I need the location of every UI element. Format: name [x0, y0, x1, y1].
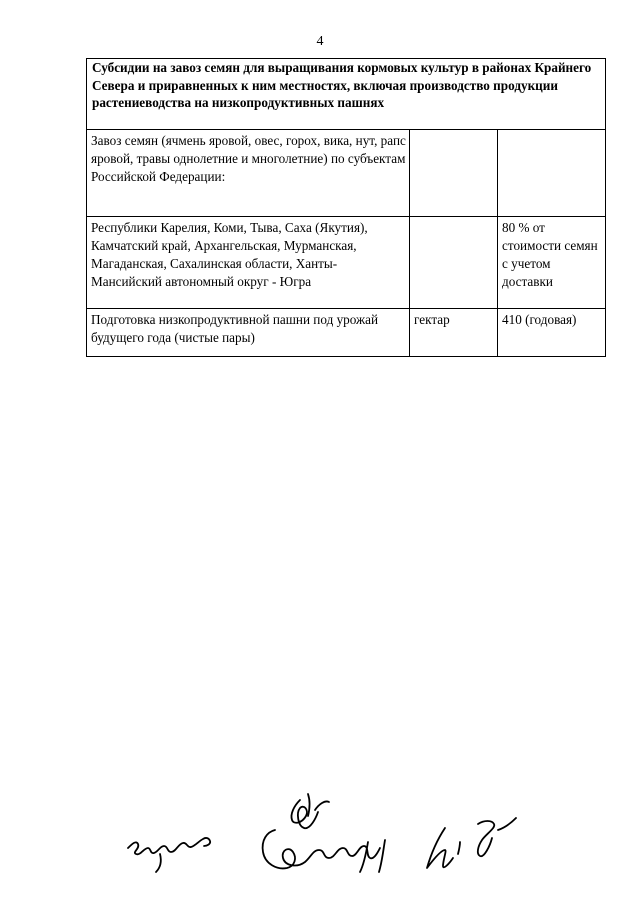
table-row [87, 217, 606, 309]
row-unit [410, 130, 498, 217]
row-unit [410, 217, 498, 309]
signature-2 [291, 800, 318, 828]
row-description: Подготовка низкопродуктивной пашни под урожай будущего года (чистые пары) [87, 309, 410, 357]
table-header-row [87, 59, 606, 130]
row-value [498, 130, 606, 217]
row-value: 410 (годовая) [498, 309, 606, 357]
row-value: 80 % от стоимости семян с учетом доставки [498, 217, 606, 309]
subsidy-table [86, 58, 606, 357]
signature-1 [128, 838, 210, 854]
signature-3 [427, 828, 453, 868]
row-description: Республики Карелия, Коми, Тыва, Саха (Якутия), Камчатский край, Архангельская, Мурманская, Магаданская, Сахалинская области, Ханты-Мансийский автономный округ - Югра [87, 217, 410, 309]
row-description: Завоз семян (ячмень яровой, овес, горох, вика, нут, рапс яровой, травы однолетние и многолетние) по субъектам Российской Федерации: [87, 130, 410, 217]
table-header: Субсидии на завоз семян для выращивания кормовых культур в районах Крайнего Севера и приравненных к ним местностях, включая производство продукции растениеводства на низкопродуктивных пашнях [87, 59, 606, 130]
signatures [100, 780, 540, 890]
row-unit: гектар [410, 309, 498, 357]
page-number: 4 [316, 34, 324, 49]
table-row [87, 309, 606, 357]
table-row [87, 130, 606, 217]
